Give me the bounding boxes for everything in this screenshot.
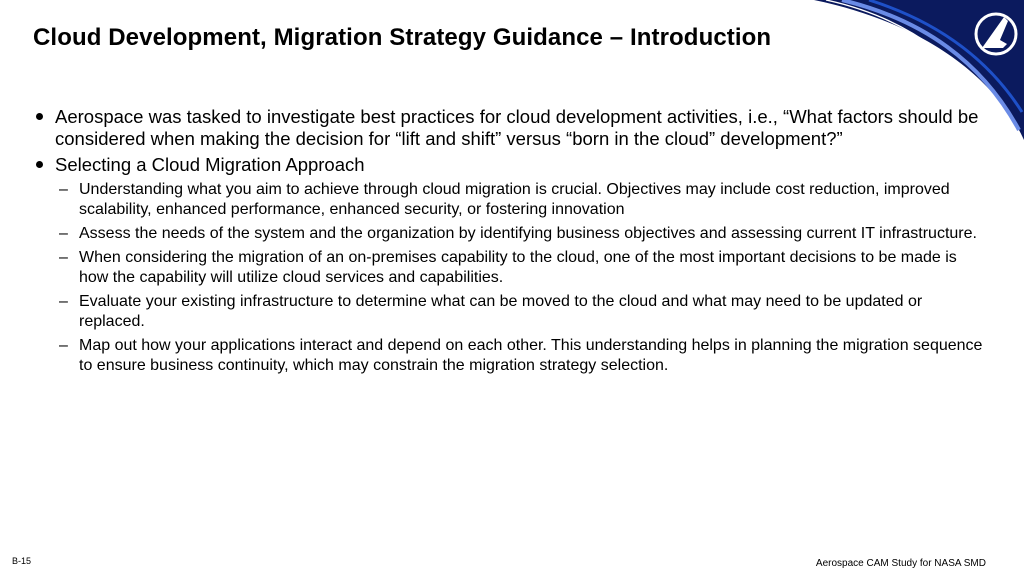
sub-bullet-text: When considering the migration of an on-premises capability to the cloud, one of the most important decisions to be made is how the capability will utilize cloud services and capabilities. xyxy=(79,249,957,286)
sub-bullet-text: Map out how your applications interact and depend on each other. This understanding helps in planning the migration sequence to ensure business continuity, which may constrain the migration strategy selection. xyxy=(79,337,983,374)
sub-bullet-item xyxy=(36,292,986,332)
sub-bullet-item xyxy=(36,336,986,376)
bullet-content xyxy=(36,106,986,380)
sub-bullet-text: Evaluate your existing infrastructure to determine what can be moved to the cloud and what may need to be updated or replaced. xyxy=(79,293,923,330)
sub-bullet-item xyxy=(36,180,986,220)
bullet-dot-icon xyxy=(36,161,43,168)
bullet-text: Aerospace was tasked to investigate best practices for cloud development activities, i.e., “What factors should be considered when making the decision for “lift and shift” versus “born in the cloud” development?” xyxy=(55,106,979,149)
sub-bullet-item xyxy=(36,248,986,288)
bullet-item xyxy=(36,154,986,176)
dash-icon: – xyxy=(59,225,68,242)
sub-bullet-text: Understanding what you aim to achieve through cloud migration is crucial. Objectives may include cost reduction, improved scalability, enhanced performance, enhanced security, or fostering innovation xyxy=(79,181,950,218)
bullet-dot-icon xyxy=(36,113,43,120)
dash-icon: – xyxy=(59,293,68,310)
bullet-item xyxy=(36,106,986,150)
sub-bullet-item xyxy=(36,224,986,244)
footer-text: Aerospace CAM Study for NASA SMD xyxy=(815,558,986,569)
page-title: Cloud Development, Migration Strategy Guidance – Introduction xyxy=(33,24,772,51)
dash-icon: – xyxy=(59,181,68,198)
bullet-text: Selecting a Cloud Migration Approach xyxy=(55,154,365,175)
dash-icon: – xyxy=(59,249,68,266)
dash-icon: – xyxy=(59,337,68,354)
sub-bullet-text: Assess the needs of the system and the organization by identifying business objectives and assessing current IT infrastructure. xyxy=(79,225,977,242)
page-number: B-15 xyxy=(12,556,32,566)
